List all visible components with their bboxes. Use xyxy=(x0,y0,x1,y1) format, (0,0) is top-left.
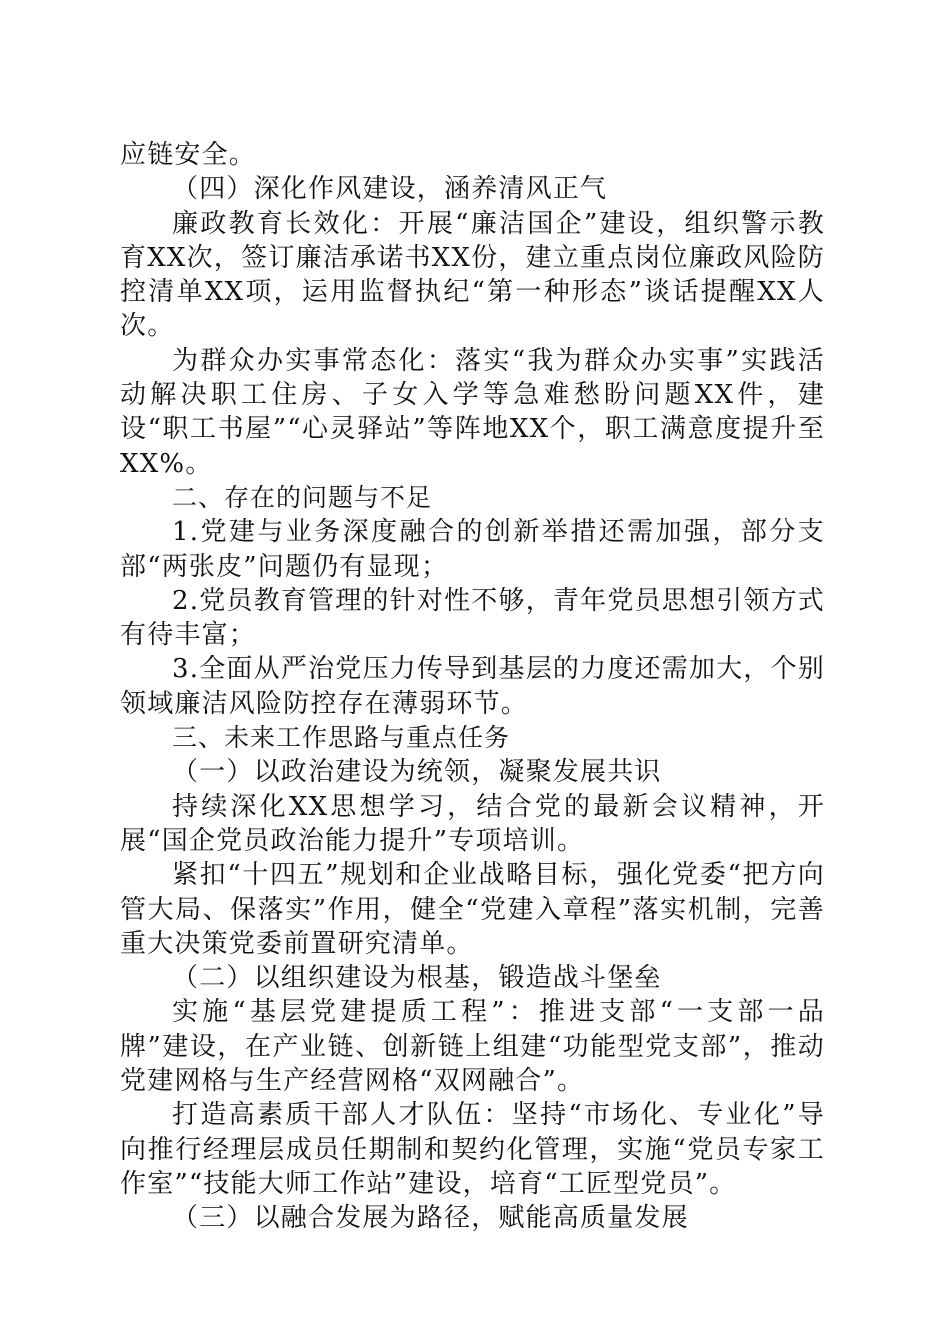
heading-problems: 二、存在的问题与不足 xyxy=(172,482,433,512)
paragraph-talent-team: 打造高素质干部人才队伍：坚持“市场化、专业化”导向推行经理层成员任期制和契约化管理，实施“党员专家工作室”“技能大师工作站”建设，培育“工匠型党员”。 xyxy=(120,1100,825,1199)
document-page xyxy=(120,138,825,1236)
list-item-problem-2: 2.党员教育管理的针对性不够，青年党员思想引领方式有待丰富； xyxy=(120,585,825,651)
paragraph-strategic-goals: 紧扣“十四五”规划和企业战略目标，强化党委“把方向管大局、保落实”作用，健全“党建入章程”落实机制，完善重大决策党委前置研究清单。 xyxy=(120,860,825,959)
subheading-organization-building: （二）以组织建设为根基，锻造战斗堡垒 xyxy=(172,963,662,994)
paragraph-integrity-education: 廉政教育长效化：开展“廉洁国企”建设，组织警示教育XX次，签订廉洁承诺书XX份，建立重点岗位廉政风险防控清单XX项，运用监督执纪“第一种形态”谈话提醒XX人次。 xyxy=(120,208,825,342)
subheading-style-building: （四）深化作风建设，涵养清风正气 xyxy=(172,174,608,205)
subheading-integrated-development: （三）以融合发展为路径，赋能高质量发展 xyxy=(172,1203,689,1234)
paragraph-thought-study: 持续深化XX思想学习，结合党的最新会议精神，开展“国企党员政治能力提升”专项培训。 xyxy=(120,791,825,856)
paragraph-grassroots-project: 实施“基层党建提质工程”：推进支部“一支部一品牌”建设，在产业链、创新链上组建“功能型党支部”，推动党建网格与生产经营网格“双网融合”。 xyxy=(120,997,825,1097)
list-item-problem-3: 3.全面从严治党压力传导到基层的力度还需加大，个别领域廉洁风险防控存在薄弱环节。 xyxy=(120,654,825,719)
heading-future-work: 三、未来工作思路与重点任务 xyxy=(172,723,511,753)
paragraph-continuation: 应链安全。 xyxy=(120,140,257,170)
paragraph-serving-masses: 为群众办实事常态化：落实“我为群众办实事”实践活动解决职工住房、子女入学等急难愁盼问题XX件，建设“职工书屋”“心灵驿站”等阵地XX个，职工满意度提升至XX%。 xyxy=(120,345,825,479)
subheading-political-building: （一）以政治建设为统领，凝聚发展共识 xyxy=(172,757,662,788)
list-item-problem-1: 1.党建与业务深度融合的创新举措还需加强，部分支部“两张皮”问题仍有显现； xyxy=(120,517,825,582)
